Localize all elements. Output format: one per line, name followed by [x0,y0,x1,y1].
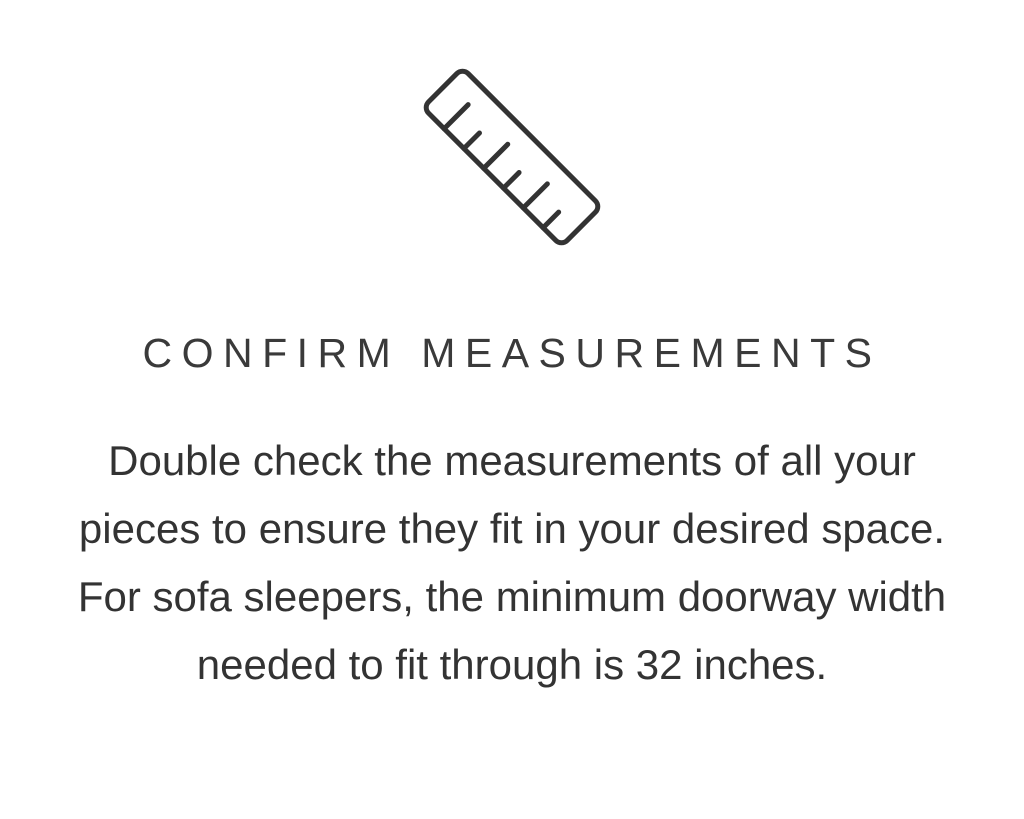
ruler-icon [0,22,1024,292]
card-description: Double check the measurements of all your pieces to ensure they fit in your desired space. For sofa sleepers, the minimum doorway width needed to fit through is 32 inches. [77,437,947,689]
page-title: CONFIRM MEASUREMENTS [142,330,882,376]
